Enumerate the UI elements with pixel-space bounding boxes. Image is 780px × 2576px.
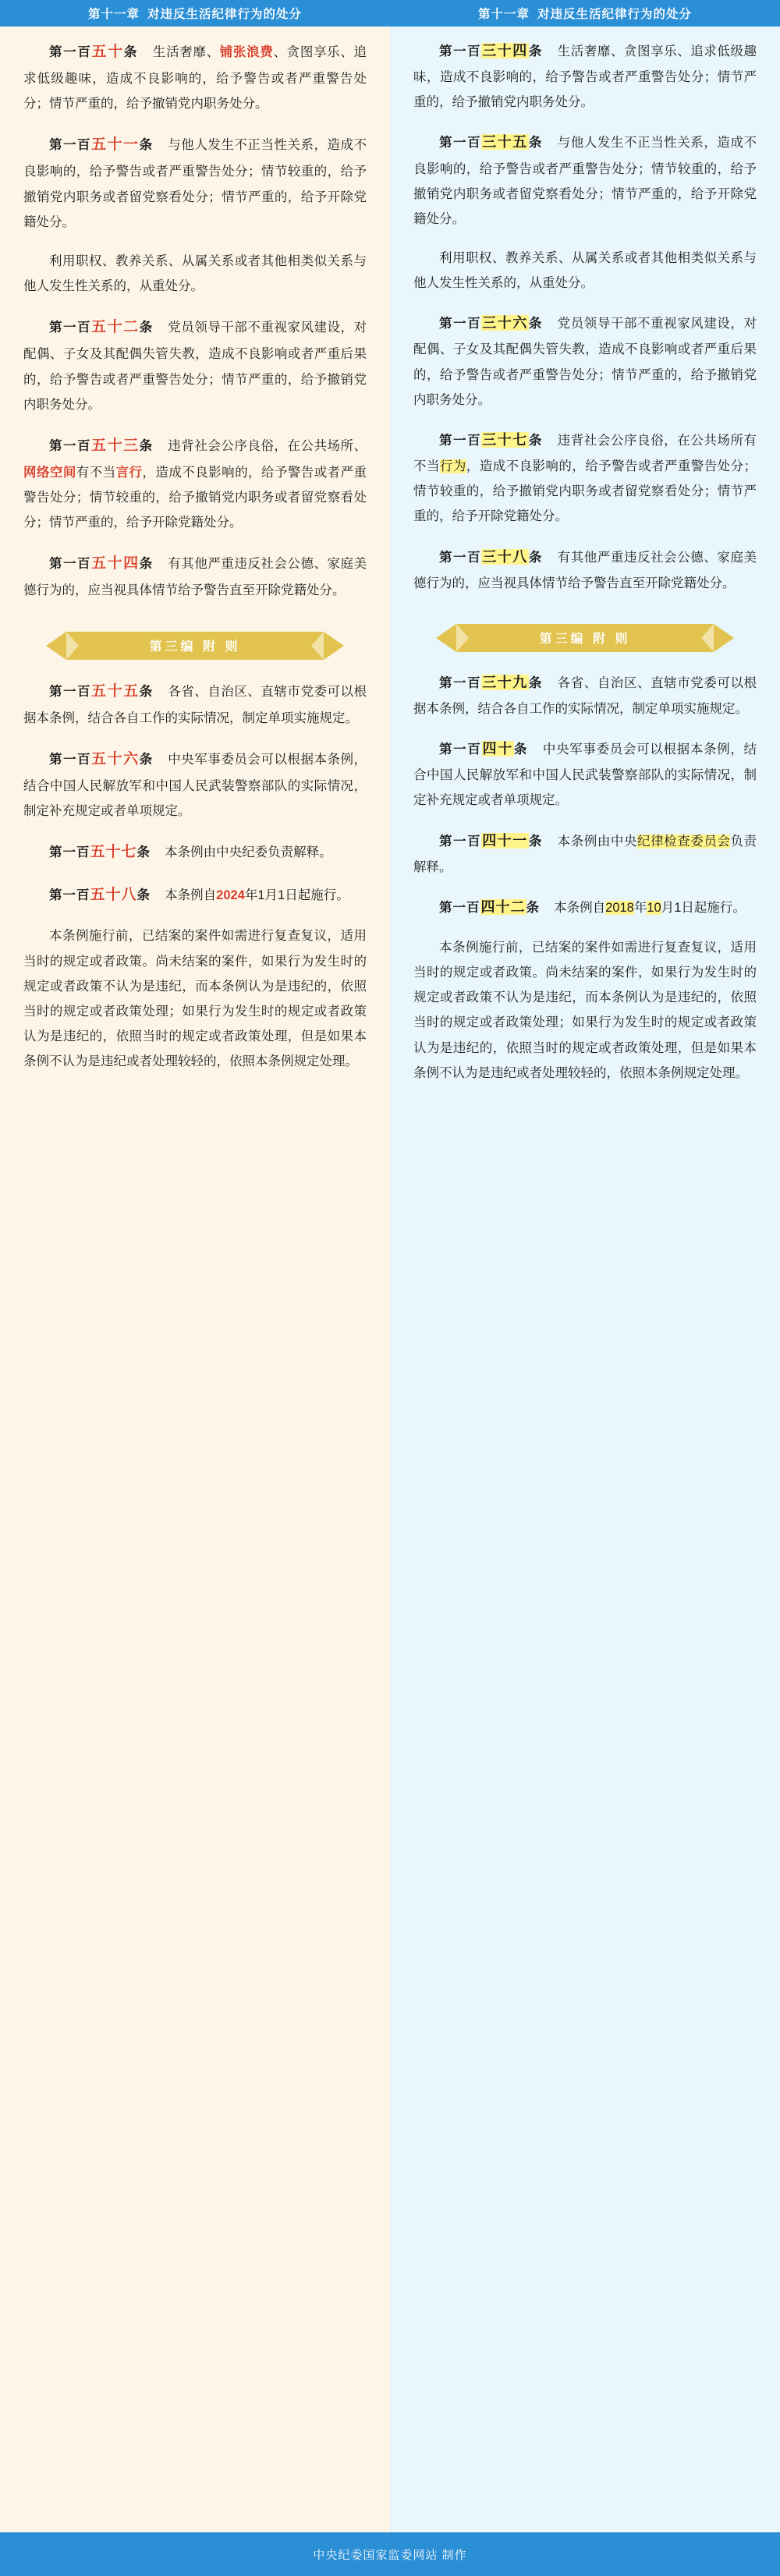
body-text: 有其他严重违反社会公德、家庭美德行为的，应当视具体情节给予警告直至开除党籍处分。 bbox=[23, 557, 367, 598]
article-number-prefix: 第一百 bbox=[49, 845, 90, 860]
article-paragraph bbox=[23, 130, 367, 235]
section-ribbon-left-wrap bbox=[23, 618, 367, 677]
article-number-suffix: 条 bbox=[123, 45, 139, 59]
chapter-number-left: 第十一章 bbox=[87, 8, 140, 21]
ribbon-notch-right-icon bbox=[311, 632, 324, 660]
body-text: 与他人发生不正当性关系，造成不良影响的，给予警告或者严重警告处分；情节较重的，给予撤销党内职务或者留党察看处分；情节严重的，给予开除党籍处分。 bbox=[23, 138, 367, 229]
article-number-value: 五十三 bbox=[91, 437, 140, 454]
chapter-title-left: 对违反生活纪律行为的处分 bbox=[147, 8, 303, 21]
article-number-suffix: 条 bbox=[513, 742, 529, 757]
article-number bbox=[49, 888, 151, 902]
article-number-value: 三十六 bbox=[482, 315, 528, 331]
article-number bbox=[49, 682, 154, 700]
article-paragraph bbox=[23, 923, 367, 1074]
article-number-value: 五十 bbox=[91, 44, 124, 60]
article-number-suffix: 条 bbox=[528, 44, 543, 58]
article-paragraph bbox=[413, 669, 757, 721]
article-number-suffix: 条 bbox=[528, 675, 543, 690]
article-number-prefix: 第一百 bbox=[49, 438, 92, 453]
article-paragraph bbox=[23, 838, 367, 866]
section-ribbon-right bbox=[456, 624, 714, 652]
highlight-red-text: 2024 bbox=[216, 888, 245, 903]
article-number-suffix: 条 bbox=[528, 834, 543, 849]
article-number-prefix: 第一百 bbox=[439, 550, 482, 565]
body-text: 与他人发生不正当性关系，造成不良影响的，给予警告或者严重警告处分；情节较重的，给予撤销党内职务或者留党察看处分；情节严重的，给予开除党籍处分。 bbox=[413, 136, 757, 226]
article-number-suffix: 条 bbox=[136, 888, 151, 903]
article-paragraph bbox=[23, 745, 367, 824]
article-number-prefix: 第一百 bbox=[49, 752, 92, 767]
body-text: ，造成不良影响的，给予警告或者严重警告处分；情节较重的，给予撤销党内职务或者留党察看处分；情节严重的，给予开除党籍处分。 bbox=[23, 465, 367, 530]
body-text: 党员领导干部不重视家风建设，对配偶、子女及其配偶失管失教，造成不良影响或者严重后果的，给予警告或者严重警告处分；情节严重的，给予撤销党内职务处分。 bbox=[413, 317, 757, 407]
article-number-prefix: 第一百 bbox=[49, 557, 92, 572]
article-number-prefix: 第一百 bbox=[49, 888, 90, 903]
article-number-suffix: 条 bbox=[139, 557, 154, 572]
article-number-prefix: 第一百 bbox=[49, 684, 92, 699]
article-number-prefix: 第一百 bbox=[49, 138, 92, 153]
article-number-prefix: 第一百 bbox=[439, 44, 482, 58]
body-text: 生活奢靡、 bbox=[152, 45, 220, 59]
article-number-suffix: 条 bbox=[528, 136, 543, 151]
section-ribbon-left bbox=[66, 632, 324, 660]
article-number-value: 三十七 bbox=[482, 432, 528, 448]
article-number-suffix: 条 bbox=[139, 321, 154, 335]
body-text: 各省、自治区、直辖市党委可以根据本条例，结合各自工作的实际情况，制定单项实施规定。 bbox=[23, 684, 367, 725]
highlight-yellow-text: 纪律检查委员会 bbox=[637, 834, 731, 849]
article-number-prefix: 第一百 bbox=[439, 742, 482, 757]
article-number-suffix: 条 bbox=[139, 752, 154, 767]
body-text: 党员领导干部不重视家风建设，对配偶、子女及其配偶失管失教，造成不良影响或者严重后果的，给予警告或者严重警告处分；情节严重的，给予撤销党内职务处分。 bbox=[23, 321, 367, 412]
body-text: 本条例施行前，已结案的案件如需进行复查复议，适用当时的规定或者政策。尚未结案的案件，如果行为发生时的规定或者政策不认为是违纪，而本条例认为是违纪的，依照当时的规定或者政策处理；如果行为发生时的规定或者政策认为是违纪的，依照当时的规定或者政策处理，但是如果本条例不认为是违纪或者处理较轻的，依照本条例规定处理。 bbox=[23, 929, 367, 1069]
body-text: 年 bbox=[633, 900, 647, 915]
chapter-header-right bbox=[390, 0, 780, 27]
article-number-prefix: 第一百 bbox=[49, 45, 92, 59]
article-number-suffix: 条 bbox=[136, 845, 151, 860]
ribbon-notch-left-icon bbox=[66, 632, 79, 660]
body-text: 违背社会公序良俗，在公共场所、 bbox=[167, 438, 367, 453]
section-ribbon-right-wrap bbox=[413, 610, 757, 669]
article-number-value: 四十一 bbox=[482, 832, 528, 849]
column-left-new-version bbox=[0, 0, 390, 2532]
ribbon-notch-left-icon bbox=[456, 624, 469, 652]
highlight-yellow-text: 2018 bbox=[605, 900, 634, 915]
highlight-yellow-text: 行为 bbox=[439, 459, 466, 474]
article-number bbox=[49, 321, 154, 335]
article-number-suffix: 条 bbox=[528, 317, 543, 331]
article-number-value: 四十二 bbox=[480, 898, 526, 915]
article-number-suffix: 条 bbox=[139, 438, 154, 453]
article-paragraph bbox=[413, 310, 757, 413]
chapter-header-left bbox=[0, 0, 390, 27]
article-number bbox=[439, 548, 543, 565]
article-number bbox=[49, 439, 154, 453]
article-number bbox=[439, 676, 543, 690]
article-number-prefix: 第一百 bbox=[439, 900, 480, 915]
article-paragraph bbox=[413, 246, 757, 296]
article-paragraph bbox=[23, 677, 367, 731]
article-number-value: 四十 bbox=[482, 741, 513, 757]
article-number bbox=[49, 138, 154, 152]
article-number-value: 三十九 bbox=[482, 674, 528, 690]
article-paragraph bbox=[23, 249, 367, 299]
article-paragraph bbox=[413, 427, 757, 530]
body-text: 本条例由中央 bbox=[557, 834, 638, 849]
article-number-suffix: 条 bbox=[526, 900, 540, 915]
body-text: 中央军事委员会可以根据本条例，结合中国人民解放军和中国人民武装警察部队的实际情况，制定补充规定或者单项规定。 bbox=[413, 742, 757, 808]
body-text: 本条例自 bbox=[554, 900, 606, 915]
body-text: 中央军事委员会可以根据本条例，结合中国人民解放军和中国人民武装警察部队的实际情况，制定补充规定或者单项规定。 bbox=[23, 752, 367, 819]
column-divider bbox=[390, 0, 391, 2576]
article-number-prefix: 第一百 bbox=[439, 136, 482, 151]
highlight-red-text: 网络空间 bbox=[23, 465, 76, 480]
article-number-value: 五十六 bbox=[91, 750, 140, 767]
article-number bbox=[439, 898, 540, 915]
article-number-value: 五十五 bbox=[91, 682, 140, 700]
article-number bbox=[439, 136, 543, 150]
article-number bbox=[49, 750, 154, 767]
article-number bbox=[49, 45, 138, 59]
article-paragraph bbox=[413, 735, 757, 813]
article-paragraph bbox=[23, 313, 367, 417]
body-text: 生活奢靡、贪图享乐、追求低级趣味，造成不良影响的，给予警告或者严重警告处分；情节严重的，给予撤销党内职务处分。 bbox=[413, 44, 757, 110]
body-text: 年1月1日起施行。 bbox=[244, 888, 349, 903]
article-number-value: 三十四 bbox=[482, 43, 528, 58]
article-number-value: 五十四 bbox=[91, 555, 140, 572]
article-paragraph bbox=[413, 544, 757, 596]
article-number-value: 五十七 bbox=[90, 844, 137, 861]
article-number-suffix: 条 bbox=[528, 434, 543, 448]
left-articles bbox=[23, 37, 367, 604]
right-articles bbox=[413, 37, 757, 596]
column-right-body bbox=[390, 27, 780, 1107]
chapter-number-right: 第十一章 bbox=[477, 8, 530, 21]
highlight-yellow-text: 10 bbox=[647, 900, 661, 915]
body-text: 有其他严重违反社会公德、家庭美德行为的，应当视具体情节给予警告直至开除党籍处分。 bbox=[413, 550, 757, 590]
article-paragraph bbox=[23, 37, 367, 116]
article-paragraph bbox=[23, 881, 367, 909]
article-number-suffix: 条 bbox=[139, 684, 154, 699]
body-text: 违背社会公序良俗，在公共场所有不当 bbox=[413, 434, 757, 474]
highlight-red-text: 言行 bbox=[115, 465, 143, 480]
body-text: 利用职权、教养关系、从属关系或者其他相类似关系与他人发生性关系的，从重处分。 bbox=[23, 253, 367, 294]
article-number-value: 五十二 bbox=[91, 319, 140, 336]
body-text: 月1日起施行。 bbox=[661, 900, 746, 915]
article-number-suffix: 条 bbox=[139, 138, 154, 153]
body-text: 各省、自治区、直辖市党委可以根据本条例，结合各自工作的实际情况，制定单项实施规定。 bbox=[413, 675, 757, 716]
body-text: ，造成不良影响的，给予警告或者严重警告处分；情节较重的，给予撤销党内职务或者留党察看处分；情节严重的，给予开除党籍处分。 bbox=[413, 459, 757, 524]
article-number-value: 五十一 bbox=[91, 136, 140, 154]
article-number-value: 三十五 bbox=[482, 134, 528, 151]
article-number bbox=[439, 742, 528, 757]
article-number-suffix: 条 bbox=[528, 550, 543, 565]
right-appendix bbox=[413, 669, 757, 1086]
article-number-prefix: 第一百 bbox=[439, 317, 482, 331]
column-right-old-version bbox=[390, 0, 780, 2532]
article-number bbox=[439, 317, 543, 331]
body-text: 本条例由中央纪委负责解释。 bbox=[165, 845, 332, 860]
article-paragraph bbox=[413, 894, 757, 921]
body-text: 本条例自 bbox=[165, 888, 217, 903]
highlight-red-text: 铺张浪费 bbox=[219, 45, 274, 59]
article-number bbox=[439, 44, 543, 58]
article-number bbox=[439, 434, 543, 448]
chapter-title-right: 对违反生活纪律行为的处分 bbox=[537, 8, 693, 21]
article-paragraph bbox=[23, 549, 367, 603]
article-number-value: 三十八 bbox=[482, 548, 528, 565]
article-paragraph bbox=[23, 431, 367, 536]
left-appendix bbox=[23, 677, 367, 1075]
article-number bbox=[439, 834, 543, 849]
footer-credit: 中央纪委国家监委网站 制作 bbox=[313, 2548, 467, 2562]
article-paragraph bbox=[413, 827, 757, 880]
column-left-body bbox=[0, 27, 390, 1096]
body-text: 负责解释。 bbox=[413, 834, 757, 874]
article-paragraph bbox=[413, 935, 757, 1086]
ribbon-notch-right-icon bbox=[701, 624, 714, 652]
article-number-prefix: 第一百 bbox=[439, 834, 482, 849]
article-number-value: 五十八 bbox=[90, 887, 137, 904]
article-number-prefix: 第一百 bbox=[49, 321, 92, 335]
body-text: 有不当 bbox=[76, 465, 116, 480]
article-number-prefix: 第一百 bbox=[439, 434, 482, 448]
section-ribbon-left-label: 第三编 附 则 bbox=[149, 640, 241, 654]
body-text: 、贪图享乐、追求低级趣味，造成不良影响的，给予警告或者严重警告处分；情节严重的，给予撤销党内职务处分。 bbox=[23, 45, 367, 112]
article-number bbox=[49, 845, 151, 859]
article-number-prefix: 第一百 bbox=[439, 675, 482, 690]
article-number bbox=[49, 557, 154, 571]
section-ribbon-right-label: 第三编 附 则 bbox=[539, 632, 631, 647]
body-text: 本条例施行前，已结案的案件如需进行复查复议，适用当时的规定或者政策。尚未结案的案件，如果行为发生时的规定或者政策不认为是违纪，而本条例认为是违纪的，依照当时的规定或者政策处理；如果行为发生时的规定或者政策认为是违纪的，依照当时的规定或者政策处理，但是如果本条例不认为是违纪或者处理较轻的，依照本条例规定处理。 bbox=[413, 940, 757, 1080]
article-paragraph bbox=[413, 129, 757, 232]
body-text: 利用职权、教养关系、从属关系或者其他相类似关系与他人发生性关系的，从重处分。 bbox=[413, 251, 757, 291]
article-paragraph bbox=[413, 37, 757, 115]
